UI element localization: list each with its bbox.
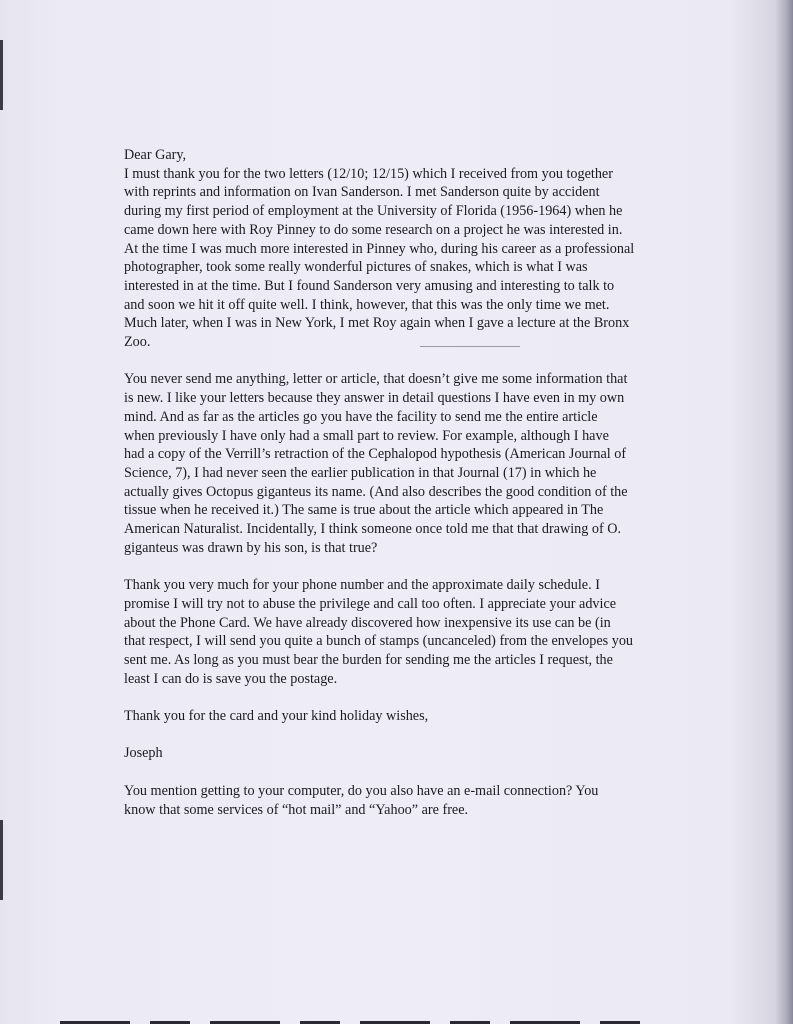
text-line: with reprints and information on Ivan Sanderson. I met Sanderson quite by accident xyxy=(124,184,600,201)
text-line: actually gives Octopus giganteus its name. (And also describes the good condition of the xyxy=(124,483,628,500)
letter-body xyxy=(124,146,664,838)
text-line: Science, 7), I had never seen the earlier publication in that Journal (17) in which he xyxy=(124,464,597,481)
text-line: I must thank you for the two letters (12/10; 12/15) which I received from you together xyxy=(124,165,613,182)
text-line: promise I will try not to abuse the privilege and call too often. I appreciate your advice xyxy=(124,595,617,612)
text-line: At the time I was much more interested in Pinney who, during his career as a professional xyxy=(124,240,635,257)
signature: Joseph xyxy=(124,745,163,762)
text-line: during my first period of employment at the University of Florida (1956-1964) when he xyxy=(124,203,623,220)
text-line: tissue when he received it.) The same is true about the article which appeared in The xyxy=(124,502,604,519)
paragraph-phone xyxy=(124,576,664,688)
text-line: giganteus was drawn by his son, is that true? xyxy=(124,539,378,556)
text-line: You mention getting to your computer, do you also have an e-mail connection? You xyxy=(124,782,599,799)
paragraph-articles xyxy=(124,370,664,557)
paragraph-sanderson xyxy=(124,165,664,352)
text-line: had a copy of the Verrill’s retraction of the Cephalopod hypothesis (American Journal of xyxy=(124,446,627,463)
text-line: photographer, took some really wonderful pictures of snakes, which is what I was xyxy=(124,259,588,276)
text-line: Zoo. xyxy=(124,334,151,351)
text-line: American Naturalist. Incidentally, I think someone once told me that that drawing of O. xyxy=(124,521,622,538)
scan-edge-mark xyxy=(0,820,3,900)
closing-line: Thank you for the card and your kind holiday wishes, xyxy=(124,708,429,725)
text-line: about the Phone Card. We have already discovered how inexpensive its use can be (in xyxy=(124,614,611,631)
scan-edge-mark xyxy=(0,40,3,110)
page-edge-shadow xyxy=(775,0,793,1024)
text-line: interested in at the time. But I found Sanderson very amusing and interesting to talk to xyxy=(124,277,615,294)
text-line: Much later, when I was in New York, I met Roy again when I gave a lecture at the Bronx xyxy=(124,315,630,332)
text-line: is new. I like your letters because they answer in detail questions I have even in my own xyxy=(124,390,625,407)
text-line: know that some services of “hot mail” and “Yahoo” are free. xyxy=(124,801,469,818)
text-line: that respect, I will send you quite a bunch of stamps (uncanceled) from the envelopes you xyxy=(124,633,634,650)
text-line: when previously I have only had a small part to review. For example, although I have xyxy=(124,427,609,444)
salutation: Dear Gary, xyxy=(124,147,187,163)
text-line: You never send me anything, letter or article, that doesn’t give me some information that xyxy=(124,371,628,388)
text-line: least I can do is save you the postage. xyxy=(124,670,338,687)
postscript xyxy=(124,782,664,819)
text-line: sent me. As long as you must bear the burden for sending me the articles I request, the xyxy=(124,651,613,668)
text-line: Thank you very much for your phone number and the approximate daily schedule. I xyxy=(124,577,600,594)
text-line: and soon we hit it off quite well. I think, however, that this was the only time we met. xyxy=(124,296,610,313)
text-line: mind. And as far as the articles go you have the facility to send me the entire article xyxy=(124,408,598,425)
text-line: came down here with Roy Pinney to do some research on a project he was interested in. xyxy=(124,221,623,238)
